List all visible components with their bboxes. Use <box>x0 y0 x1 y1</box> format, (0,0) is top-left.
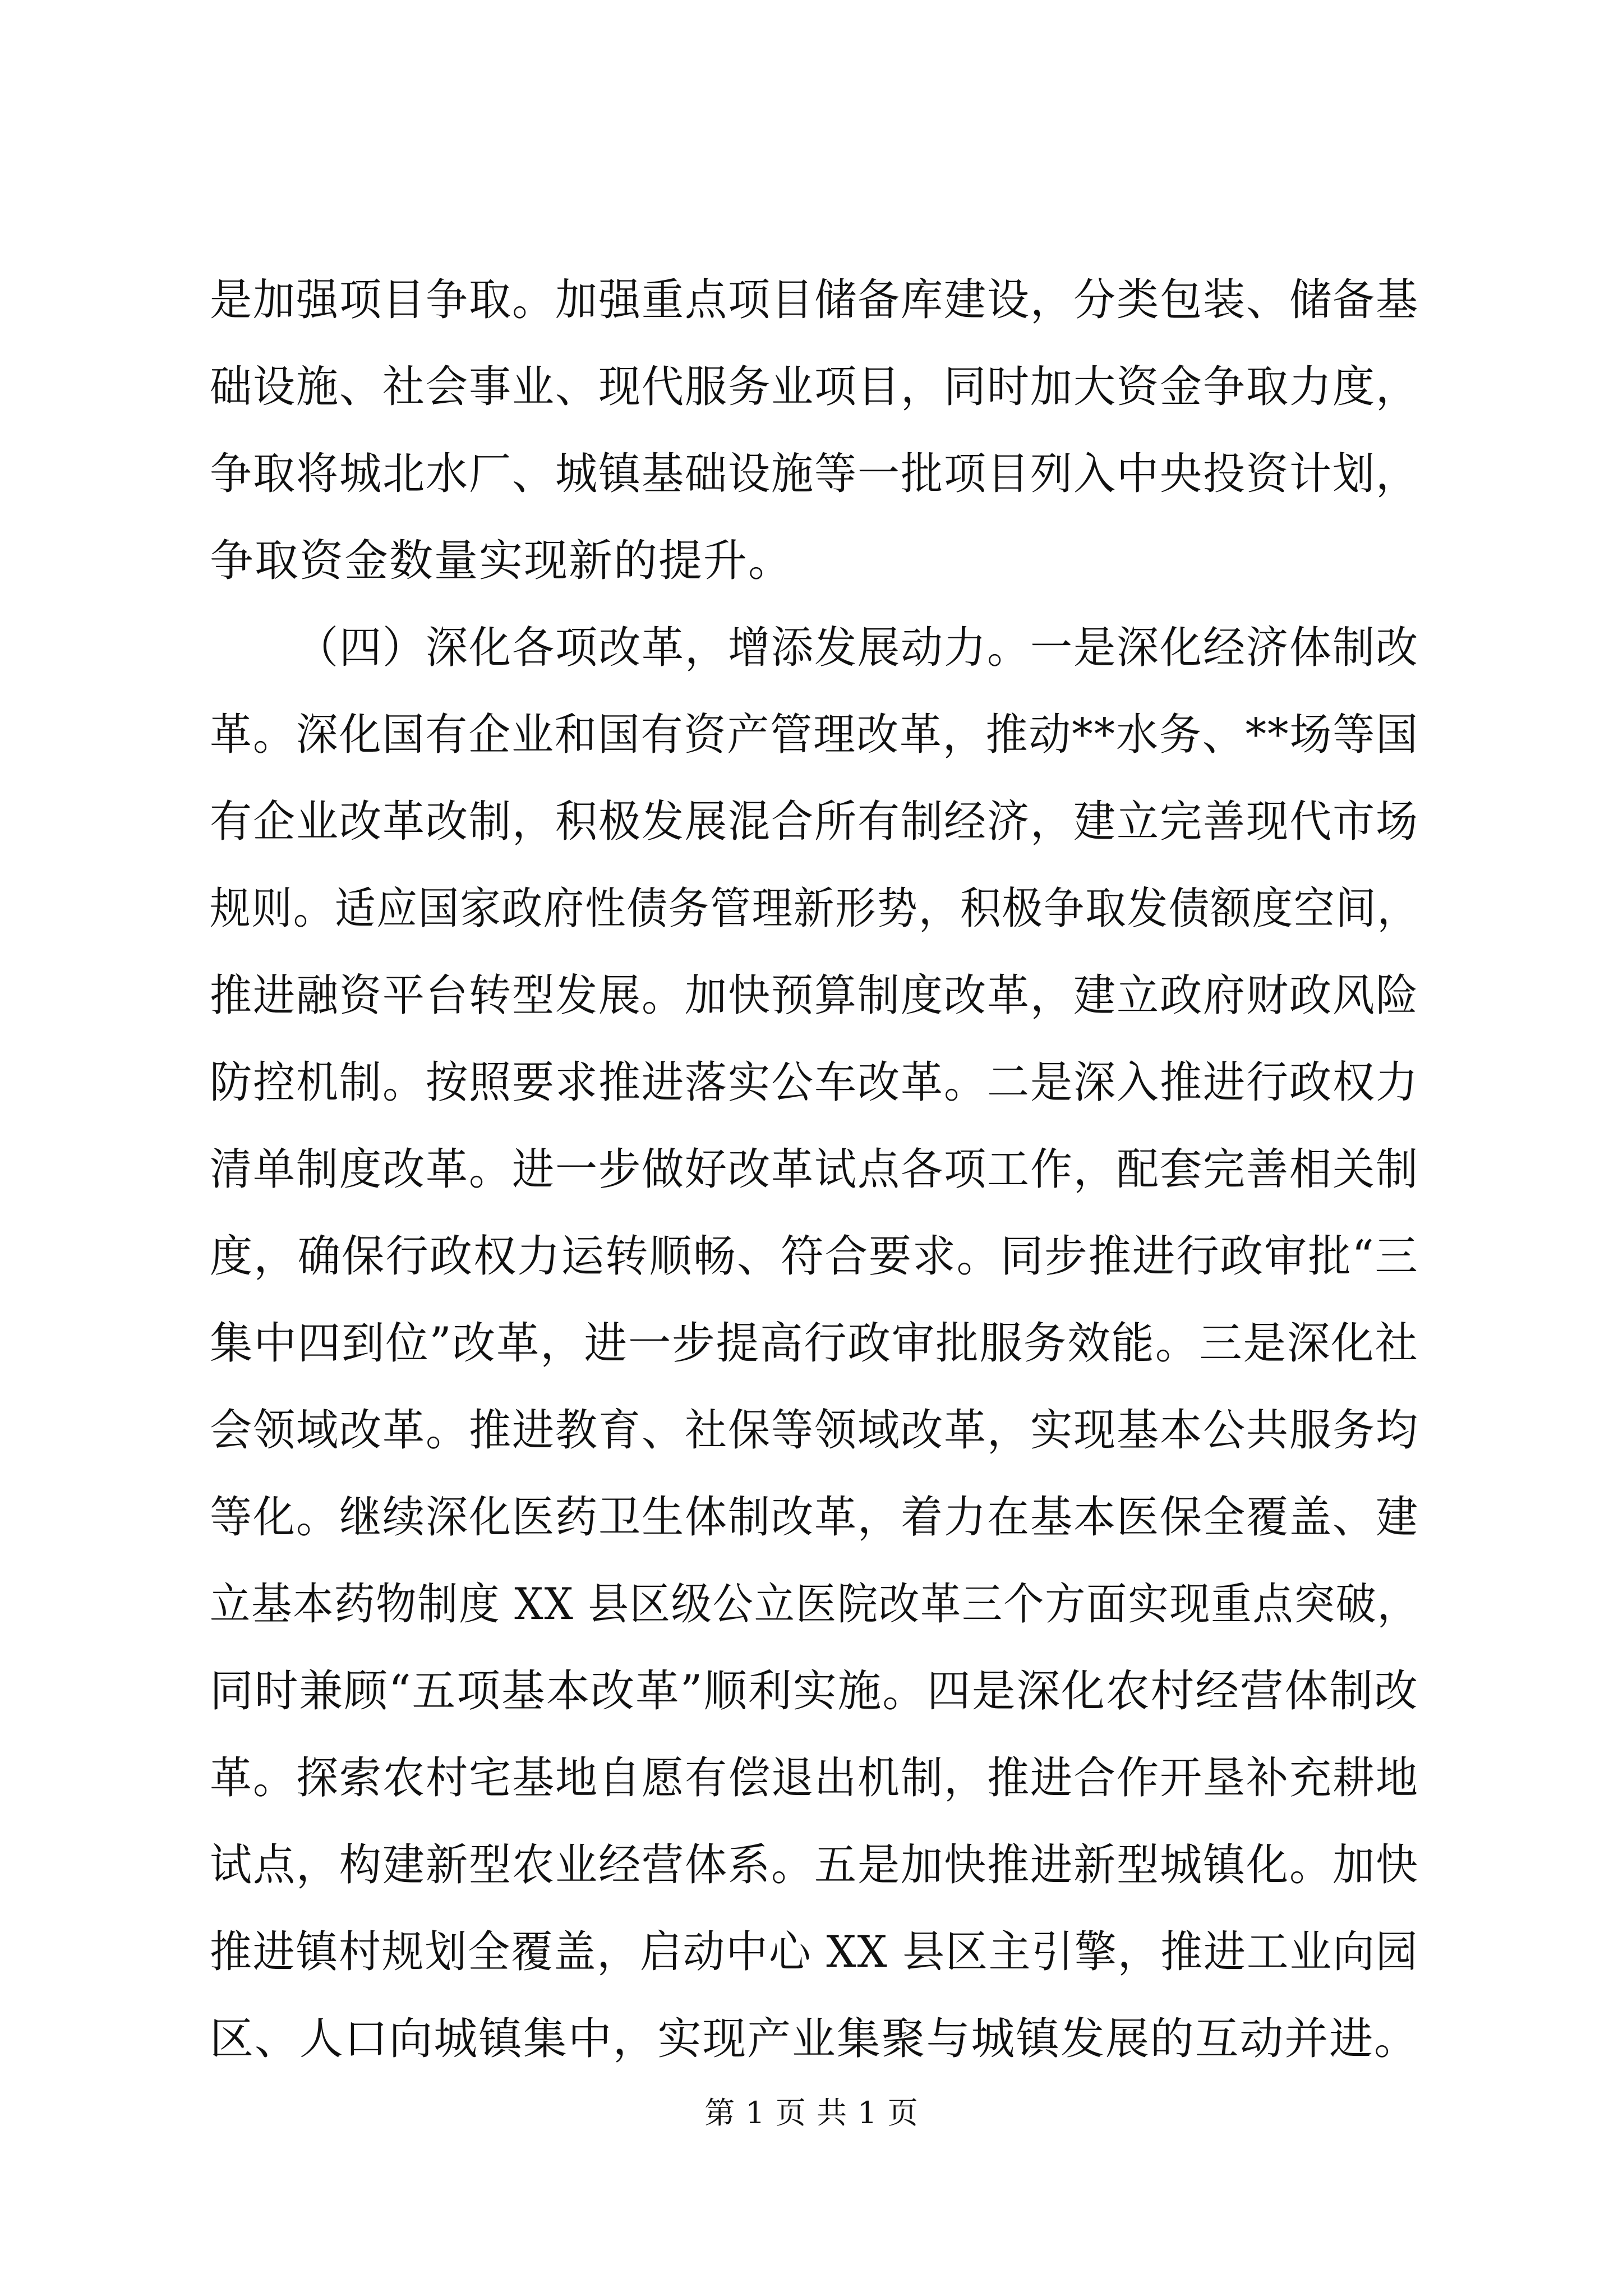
paragraph-line: 推进融资平台转型发展。加快预算制度改革，建立政府财政风险 <box>210 970 1419 1021</box>
paragraph-line: 清单制度改革。进一步做好改革试点各项工作，配套完善相关制 <box>210 1144 1419 1195</box>
paragraph-line: 革。探索农村宅基地自愿有偿退出机制，推进合作开垦补充耕地 <box>210 1753 1419 1803</box>
paragraph-line: 集中四到位”改革，进一步提高行政审批服务效能。三是深化社 <box>210 1318 1419 1369</box>
paragraph-line: 区、人口向城镇集中，实现产业集聚与城镇发展的互动并进。 <box>210 2014 1419 2064</box>
paragraph-line: 是加强项目争取。加强重点项目储备库建设，分类包装、储备基 <box>210 275 1419 325</box>
paragraph-line: （四）深化各项改革，增添发展动力。一是深化经济体制改 <box>296 623 1419 673</box>
paragraph-line: 础设施、社会事业、现代服务业项目，同时加大资金争取力度， <box>210 362 1419 412</box>
paragraph-line: 推进镇村规划全覆盖，启动中心 XX 县区主引擎，推进工业向园 <box>210 1927 1419 1977</box>
paragraph-line: 规则。适应国家政府性债务管理新形势，积极争取发债额度空间， <box>210 884 1419 934</box>
paragraph-line: 立基本药物制度 XX 县区级公立医院改革三个方面实现重点突破， <box>210 1579 1419 1630</box>
paragraph-line: 有企业改革改制，积极发展混合所有制经济，建立完善现代市场 <box>210 797 1419 847</box>
paragraph-line: 同时兼顾“五项基本改革”顺利实施。四是深化农村经营体制改 <box>210 1666 1419 1717</box>
paragraph-line: 试点，构建新型农业经营体系。五是加快推进新型城镇化。加快 <box>210 1840 1419 1890</box>
paragraph-line: 防控机制。按照要求推进落实公车改革。二是深入推进行政权力 <box>210 1057 1419 1108</box>
paragraph-line: 会领域改革。推进教育、社保等领域改革，实现基本公共服务均 <box>210 1405 1419 1456</box>
paragraph-line: 等化。继续深化医药卫生体制改革，着力在基本医保全覆盖、建 <box>210 1492 1419 1543</box>
paragraph-line: 度，确保行政权力运转顺畅、符合要求。同步推进行政审批“三 <box>210 1231 1419 1282</box>
paragraph-line: 争取将城北水厂、城镇基础设施等一批项目列入中央投资计划， <box>210 449 1419 499</box>
page-number-footer: 第 1 页 共 1 页 <box>704 2095 919 2131</box>
paragraph-line: 争取资金数量实现新的提升。 <box>210 536 794 586</box>
paragraph-line: 革。深化国有企业和国有资产管理改革，推动**水务、**场等国 <box>210 710 1419 760</box>
